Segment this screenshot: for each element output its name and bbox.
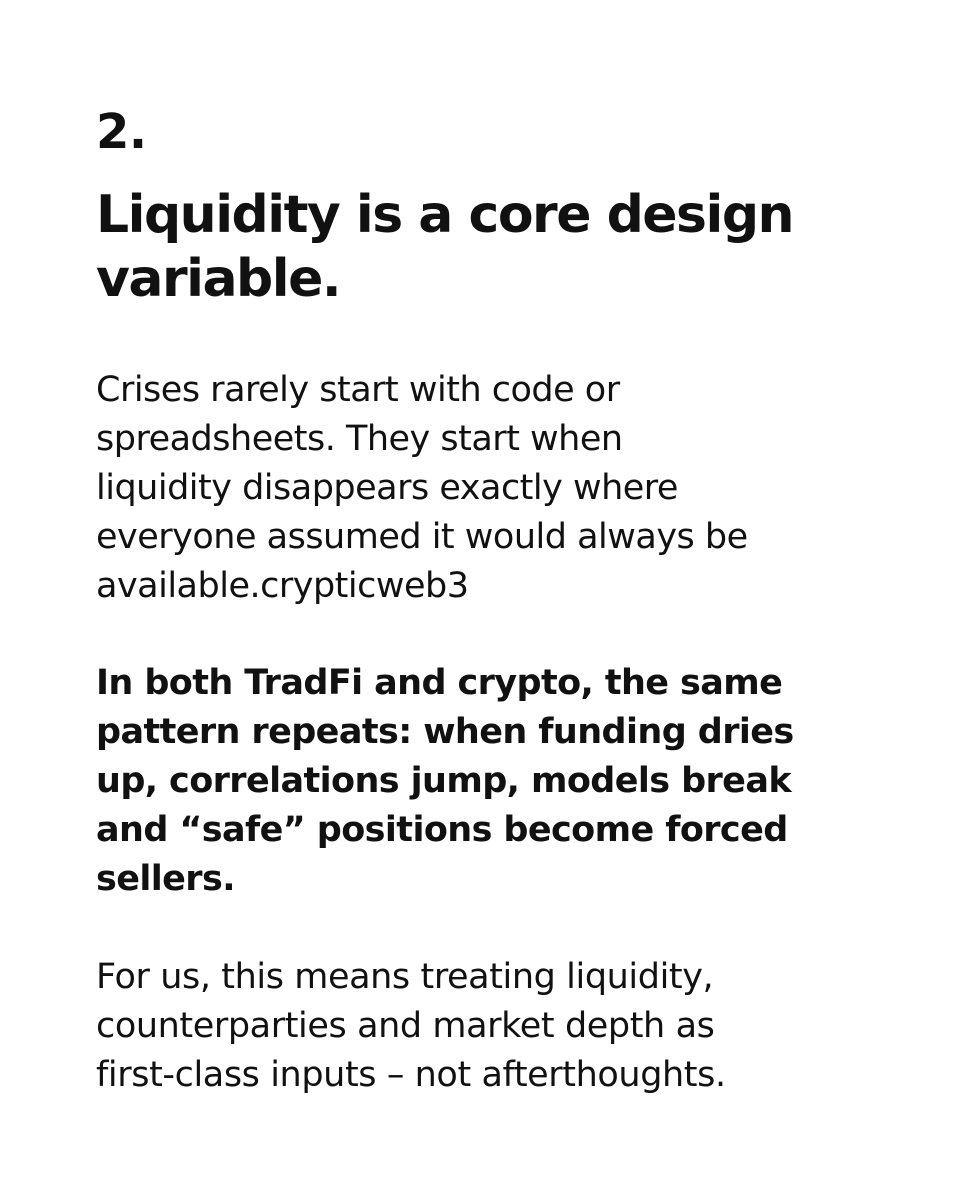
paragraph-line: For us, this means treating liquidity, (96, 957, 714, 997)
paragraph-crises (96, 366, 896, 611)
paragraph-line: In both TradFi and crypto, the same (96, 663, 783, 703)
paragraph-line: up, correlations jump, models break (96, 761, 792, 801)
paragraph-implication (96, 953, 896, 1100)
paragraph-line: liquidity disappears exactly where (96, 468, 678, 508)
paragraph-line: and “safe” positions become forced (96, 810, 788, 850)
slide-content (96, 0, 896, 1200)
paragraph-line: available.crypticweb3 (96, 566, 469, 606)
section-number: 2. (96, 104, 147, 160)
paragraph-line: Crises rarely start with code or (96, 370, 620, 410)
slide-heading: Liquidity is a core design variable. (96, 185, 794, 309)
paragraph-pattern-emphasis (96, 659, 896, 904)
paragraph-line: counterparties and market depth as (96, 1006, 715, 1046)
paragraph-line: everyone assumed it would always be (96, 517, 748, 557)
paragraph-line: spreadsheets. They start when (96, 419, 623, 459)
paragraph-line: pattern repeats: when funding dries (96, 712, 794, 752)
paragraph-line: first-class inputs – not afterthoughts. (96, 1055, 726, 1095)
paragraph-line: sellers. (96, 859, 235, 899)
